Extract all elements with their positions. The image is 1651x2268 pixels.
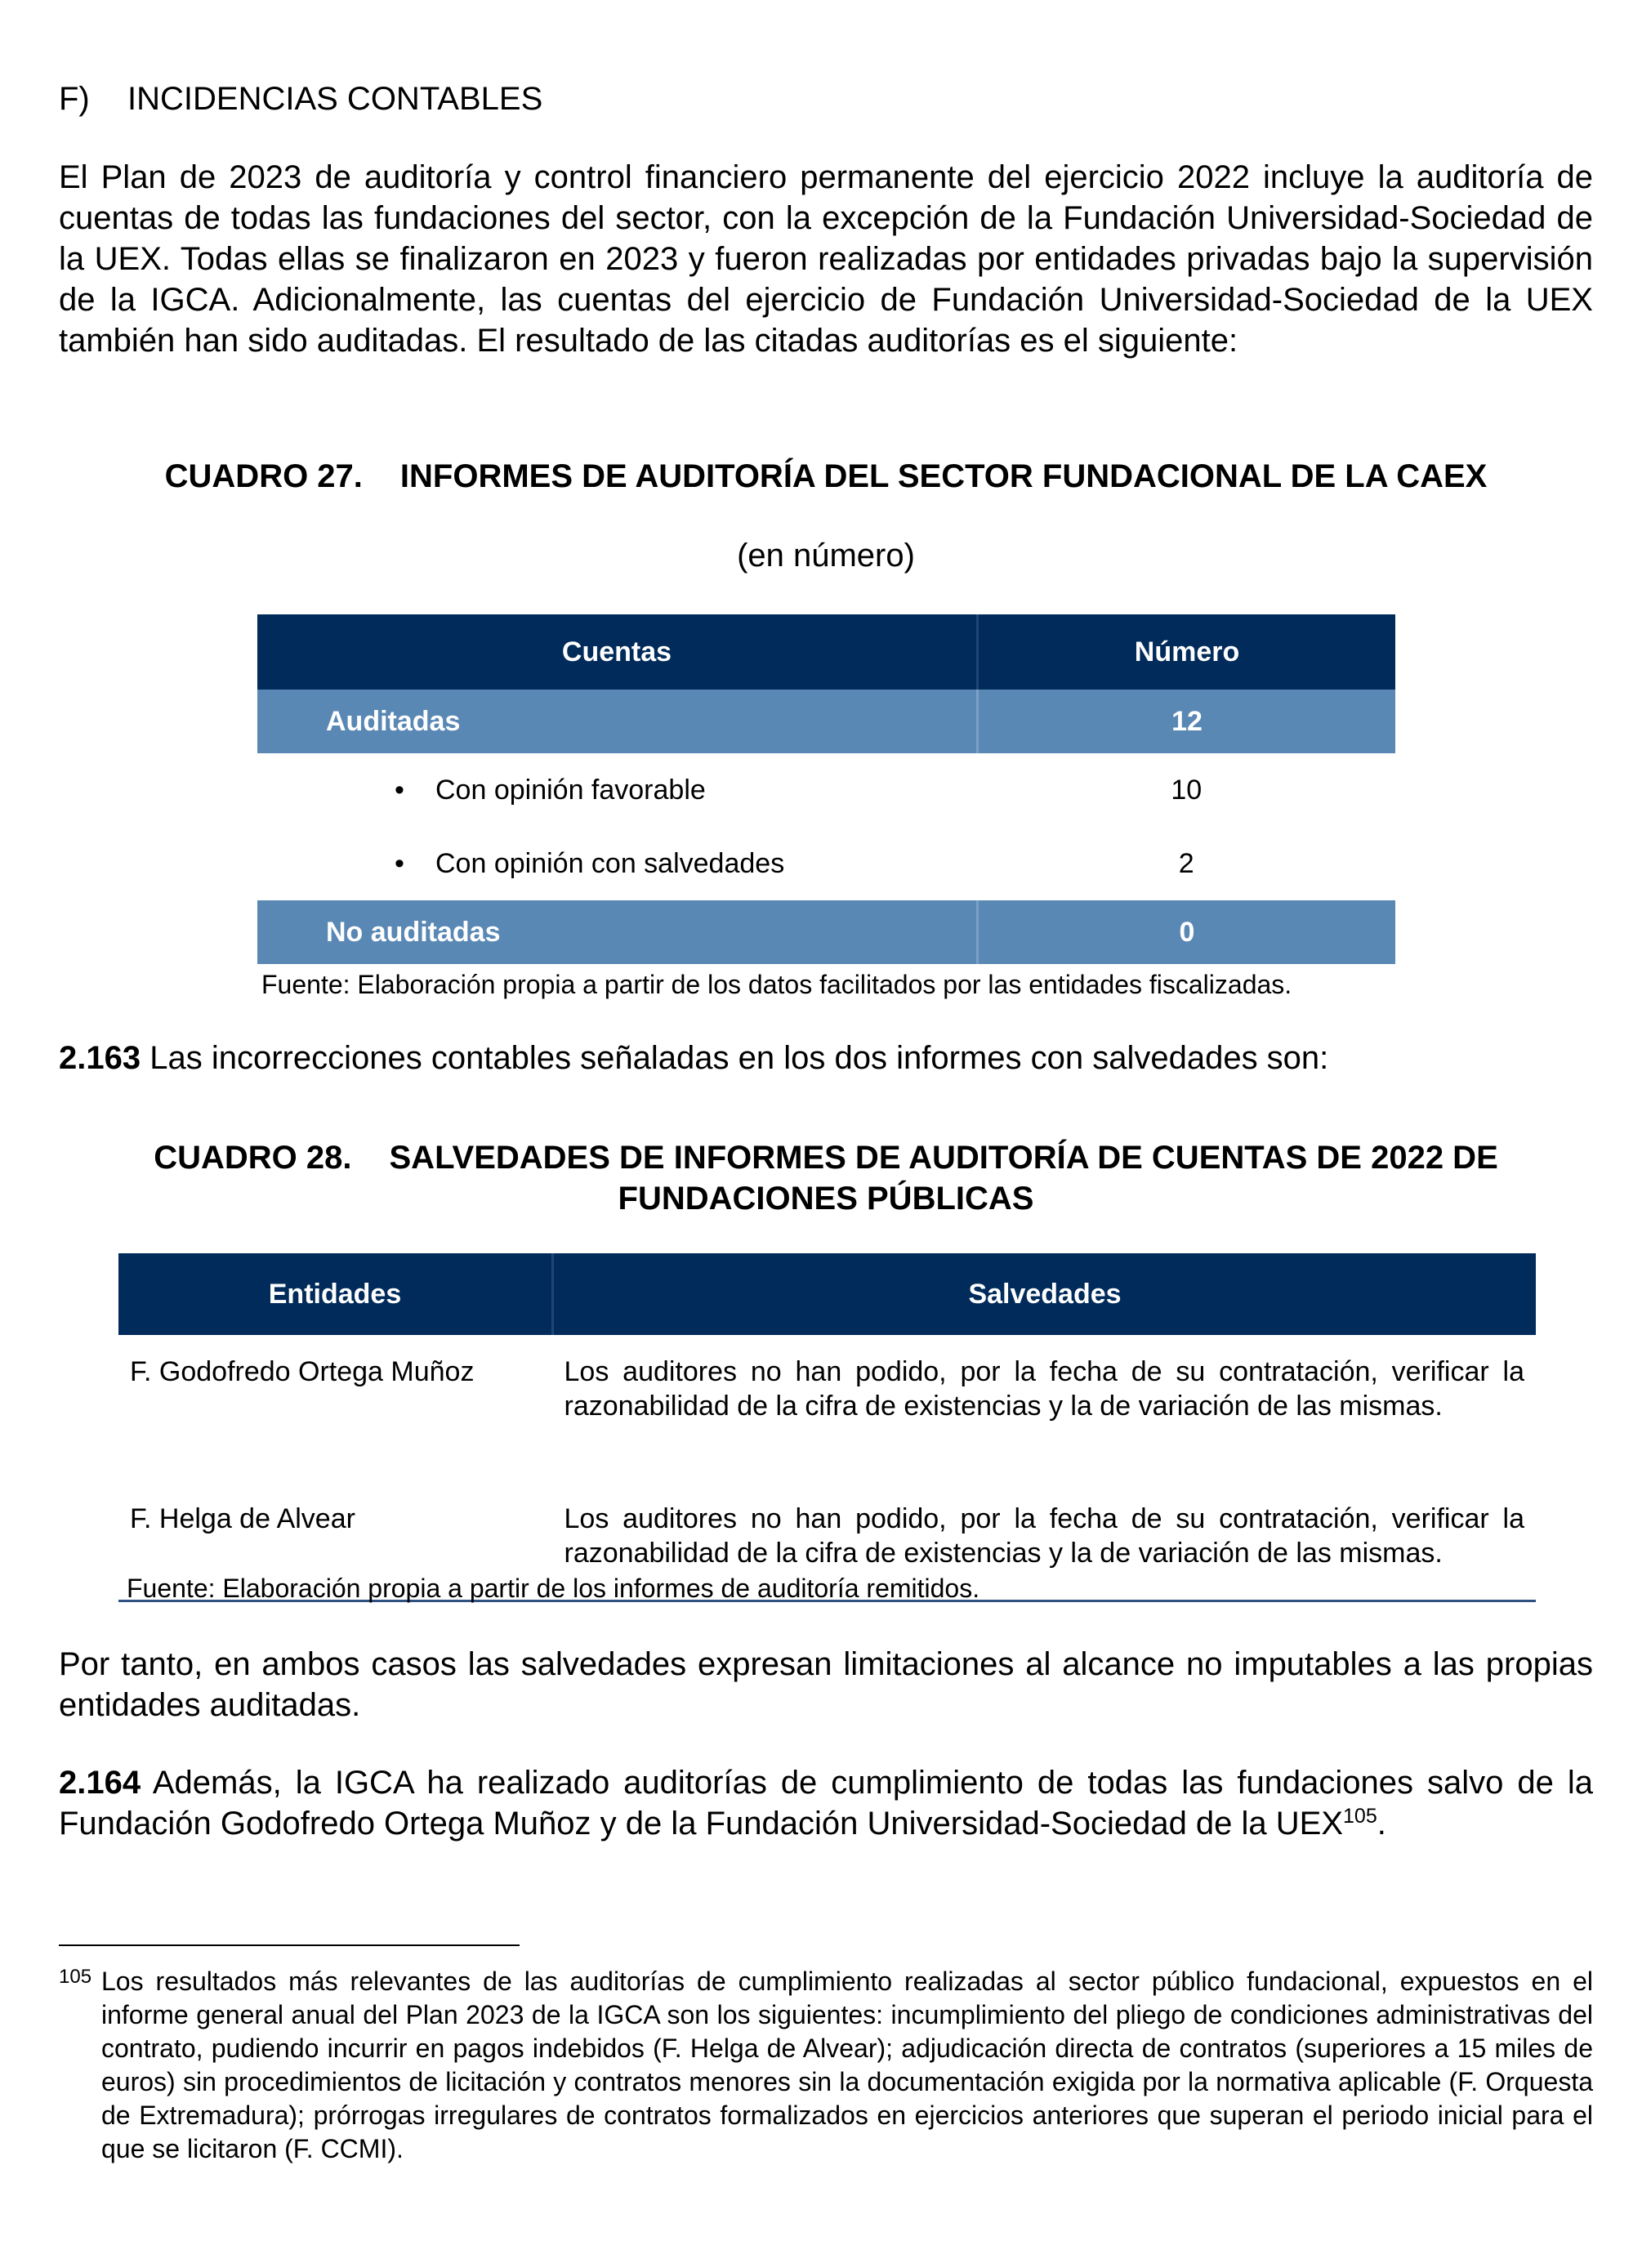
cuadro-27-table bbox=[257, 614, 1395, 964]
cuadro-28-heading-line2: FUNDACIONES PÚBLICAS bbox=[618, 1181, 1034, 1217]
row-label: No auditadas bbox=[257, 900, 978, 964]
salvedad-cell: Los auditores no han podido, por la fecha de su contratación, verificar la razonabilidad de la cifra de existencias y la de variación de las mismas. bbox=[564, 1356, 1524, 1422]
bullet-icon: • bbox=[395, 774, 404, 806]
row-salvedades bbox=[257, 827, 1395, 900]
paragraph-number: 2.164 bbox=[59, 1765, 141, 1801]
entity-cell: F. Godofredo Ortega Muñoz bbox=[130, 1356, 475, 1387]
header-entidades: Entidades bbox=[118, 1253, 553, 1335]
salvedad-cell: Los auditores no han podido, por la fecha de su contratación, verificar la razonabilidad de la cifra de existencias y la de variación de las mismas. bbox=[553, 1482, 1537, 1601]
cuadro-28-table bbox=[118, 1253, 1536, 1602]
footnote-text: Los resultados más relevantes de las auditorías de cumplimiento realizadas al sector público fundacional, expuestos en el informe general anual del Plan 2023 de la IGCA son los siguientes: incumplimiento del pliego de condiciones administrativas del contrato, pudiendo incurrir en pagos indebidos (F. Helga de Alvear); adjudicación directa de contratos (superiores a 15 miles de euros) sin procedimientos de licitación y contratos menores sin la documentación exigida por la normativa aplicable (F. Orquesta de Extremadura); prórrogas irregulares de contratos formalizados en ejercicios anteriores que superan el periodo inicial para el que se licitaron (F. CCMI). bbox=[101, 1967, 1593, 2163]
cuadro-27-heading: INFORMES DE AUDITORÍA DEL SECTOR FUNDACIONAL DE LA CAEX bbox=[399, 458, 1488, 494]
cuadro-27-number: CUADRO 27. bbox=[164, 458, 363, 494]
row-label: Auditadas bbox=[257, 690, 978, 753]
paragraph-text: Además, la IGCA ha realizado auditorías de cumplimiento de todas las fundaciones salvo de la Fundación Godofredo Ortega Muñoz y de la Fundación Universidad-Sociedad de la UEX bbox=[59, 1765, 1593, 1842]
row-no-auditadas bbox=[257, 900, 1395, 964]
row-favorable bbox=[257, 753, 1395, 827]
cuadro-27-source: Fuente: Elaboración propia a partir de los datos facilitados por las entidades fiscalizadas. bbox=[261, 970, 1292, 999]
row-value: 12 bbox=[978, 690, 1396, 753]
intro-paragraph: El Plan de 2023 de auditoría y control financiero permanente del ejercicio 2022 incluye la auditoría de cuentas de todas las fundaciones del sector, con la excepción de la Fundación Universidad-Sociedad de la UEX. Todas ellas se finalizaron en 2023 y fueron realizadas por entidades privadas bajo la supervisión de la IGCA. Adicionalmente, las cuentas del ejercicio de Fundación Universidad-Sociedad de la UEX también han sido auditadas. El resultado de las citadas auditorías es el siguiente: bbox=[59, 159, 1593, 359]
row-auditadas bbox=[257, 690, 1395, 753]
paragraph-2-164 bbox=[59, 1762, 1593, 1844]
cuadro-28-source: Fuente: Elaboración propia a partir de los informes de auditoría remitidos. bbox=[127, 1574, 980, 1603]
row-label: Con opinión favorable bbox=[435, 774, 706, 806]
header-salvedades: Salvedades bbox=[553, 1253, 1537, 1335]
row-value: 0 bbox=[978, 900, 1396, 964]
header-cuentas: Cuentas bbox=[257, 614, 978, 690]
bullet-icon: • bbox=[395, 847, 404, 879]
paragraph-por-tanto: Por tanto, en ambos casos las salvedades expresan limitaciones al alcance no imputables a las propias entidades auditadas. bbox=[59, 1646, 1593, 1723]
row-value: 2 bbox=[1178, 847, 1194, 879]
footnote bbox=[59, 1965, 1593, 2166]
section-heading bbox=[59, 78, 542, 119]
paragraph-end: . bbox=[1377, 1806, 1386, 1842]
paragraph-2-163 bbox=[59, 1038, 1328, 1078]
footnote-divider bbox=[59, 1944, 520, 1946]
table-header-row bbox=[118, 1253, 1536, 1335]
entity-cell: F. Helga de Alvear bbox=[118, 1482, 553, 1601]
header-numero: Número bbox=[978, 614, 1396, 690]
row-label: Con opinión con salvedades bbox=[435, 847, 785, 879]
cuadro-28-heading-line1: SALVEDADES DE INFORMES DE AUDITORÍA DE CUENTAS DE 2022 DE bbox=[389, 1140, 1498, 1176]
cuadro-27-subtitle: (en número) bbox=[737, 538, 915, 574]
row-value: 10 bbox=[1171, 774, 1203, 806]
table-row bbox=[118, 1335, 1536, 1482]
paragraph-number: 2.163 bbox=[59, 1040, 141, 1076]
table-header-row bbox=[257, 614, 1395, 690]
footnote-mark: 105 bbox=[59, 1966, 92, 1988]
footnote-reference[interactable]: 105 bbox=[1343, 1805, 1377, 1828]
cuadro-27-title bbox=[59, 456, 1593, 497]
section-title: INCIDENCIAS CONTABLES bbox=[127, 81, 543, 117]
cuadro-28-title bbox=[59, 1137, 1593, 1219]
paragraph-text: Las incorrecciones contables señaladas en los dos informes con salvedades son: bbox=[141, 1040, 1329, 1076]
cuadro-28-number: CUADRO 28. bbox=[154, 1140, 352, 1176]
section-letter: F) bbox=[59, 81, 90, 117]
